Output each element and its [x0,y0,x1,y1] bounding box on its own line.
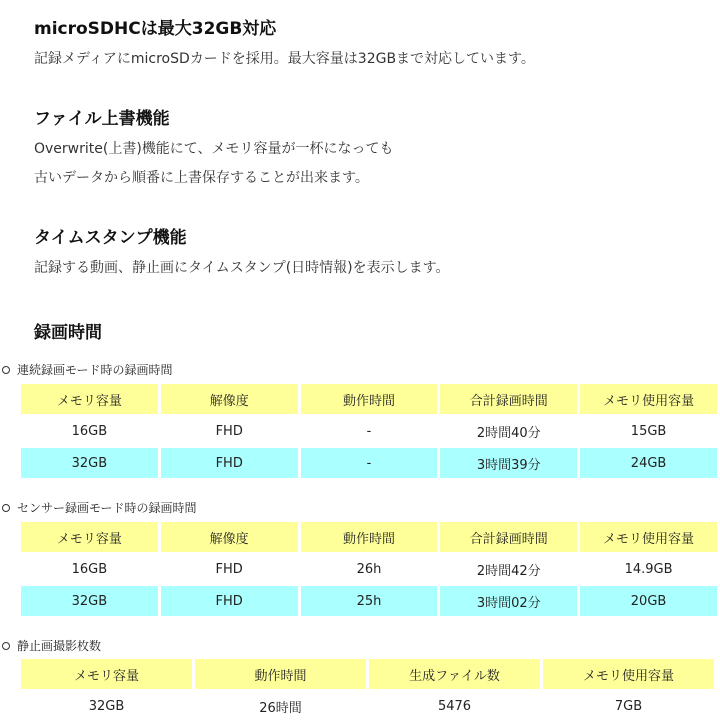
table-header-cell: メモリ容量 [21,522,158,552]
table-cell: 32GB [21,691,192,721]
table-row [21,554,717,584]
continuous-mode-label [2,362,173,378]
continuous-mode-label-text: 連続録画モード時の録画時間 [17,363,173,377]
table-row [21,586,717,616]
feature-microsdhc [34,18,535,74]
sensor-mode-label-text: センサー録画モード時の録画時間 [17,501,197,515]
table-cell: FHD [161,586,298,616]
table-header-cell: 解像度 [161,384,298,414]
table-header-cell: 動作時間 [301,522,438,552]
bullet-icon [2,366,10,374]
feature-title: タイムスタンプ機能 [34,228,187,248]
table-cell: 25h [301,586,438,616]
table-cell: FHD [161,448,298,478]
table-cell: 5476 [369,691,540,721]
bullet-icon [2,504,10,512]
table-cell: 16GB [21,416,158,446]
still-image-label-text: 静止画撮影枚数 [17,639,102,653]
still-image-table [18,657,717,723]
sensor-mode-table [18,520,720,618]
feature-description: 記録メディアにmicroSDカードを採用。最大容量は32GBまで対応しています。 [34,51,535,67]
table-header-cell: メモリ使用容量 [580,384,717,414]
table-cell: FHD [161,554,298,584]
table-row [21,416,717,446]
table-cell: FHD [161,416,298,446]
table-header-row [21,384,717,414]
table-cell: 16GB [21,554,158,584]
continuous-mode-table [18,382,720,480]
table-header-cell: メモリ容量 [21,384,158,414]
table-cell: 32GB [21,448,158,478]
table-header-row [21,522,717,552]
table-cell: 26h [301,554,438,584]
table-cell: 20GB [580,586,717,616]
sensor-mode-label [2,500,197,516]
table-header-cell: メモリ使用容量 [580,522,717,552]
table-header-cell: 動作時間 [195,659,366,689]
table-cell: 3時間39分 [440,448,577,478]
feature-description: 記録する動画、静止画にタイムスタンプ(日時情報)を表示します。 [34,260,450,276]
table-cell: 32GB [21,586,158,616]
table-header-cell: メモリ容量 [21,659,192,689]
table-header-cell: 合計録画時間 [440,522,577,552]
feature-description [34,135,394,193]
feature-overwrite [34,108,394,193]
table-header-row [21,659,714,689]
table-header-cell: メモリ使用容量 [543,659,714,689]
table-cell: 7GB [543,691,714,721]
table-cell: 3時間02分 [440,586,577,616]
bullet-icon [2,642,10,650]
feature-title: microSDHCは最大32GB対応 [34,19,277,39]
table-header-cell: 動作時間 [301,384,438,414]
still-image-label [2,638,101,654]
feature-timestamp [34,227,450,283]
table-cell: - [301,448,438,478]
table-header-cell: 合計録画時間 [440,384,577,414]
feature-description-line: Overwrite(上書)機能にて、メモリ容量が一杯になっても [34,141,394,157]
recording-heading: 録画時間 [34,323,102,343]
feature-description-line: 古いデータから順番に上書保存することが出来ます。 [34,170,369,186]
table-cell: 14.9GB [580,554,717,584]
table-cell: 26時間 [195,691,366,721]
table-header-cell: 解像度 [161,522,298,552]
table-cell: 15GB [580,416,717,446]
table-header-cell: 生成ファイル数 [369,659,540,689]
table-row [21,448,717,478]
table-cell: 24GB [580,448,717,478]
table-row [21,691,714,721]
table-cell: - [301,416,438,446]
table-cell: 2時間42分 [440,554,577,584]
table-cell: 2時間40分 [440,416,577,446]
feature-title: ファイル上書機能 [34,109,170,129]
